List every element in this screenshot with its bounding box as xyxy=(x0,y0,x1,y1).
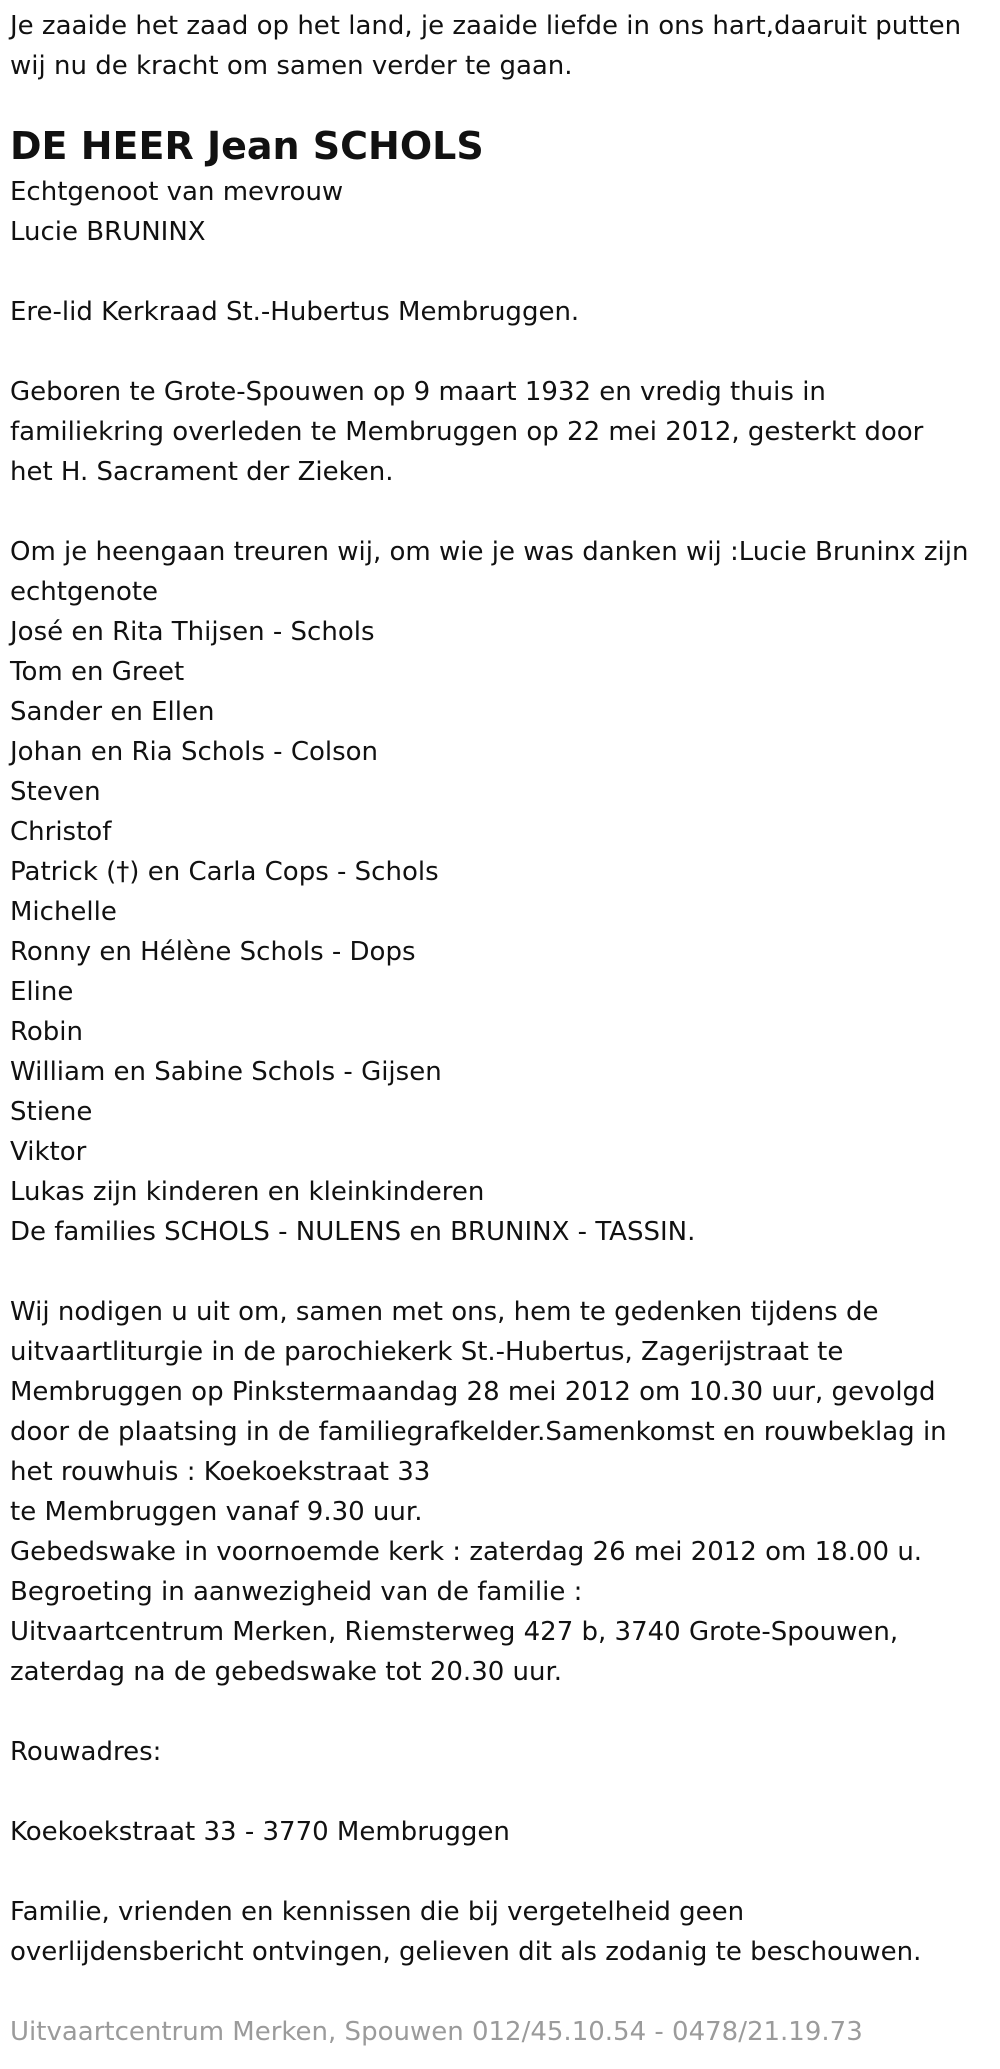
text-line: Geboren te Grote-Spouwen op 9 maart 1932 en vredig thuis in xyxy=(10,377,826,407)
text-line: wij nu de kracht om samen verder te gaan. xyxy=(10,51,573,81)
text-line: Begroeting in aanwezigheid van de familie : xyxy=(10,1577,583,1607)
mourners-list xyxy=(10,532,995,1252)
text-line: Stiene xyxy=(10,1097,93,1127)
text-line: Echtgenoot van mevrouw xyxy=(10,177,344,207)
text-line: Tom en Greet xyxy=(10,657,185,687)
text-line: Wij nodigen u uit om, samen met ons, hem te gedenken tijdens de xyxy=(10,1297,879,1327)
text-line: overlijdensbericht ontvingen, gelieven dit als zodanig te beschouwen. xyxy=(10,1937,922,1967)
text-line: Robin xyxy=(10,1017,84,1047)
text-line: Lucie BRUNINX xyxy=(10,217,206,247)
text-line: Steven xyxy=(10,777,101,807)
text-line: Je zaaide het zaad op het land, je zaaide liefde in ons hart,daaruit putten xyxy=(10,11,962,41)
text-line: familiekring overleden te Membruggen op 22 mei 2012, gesterkt door xyxy=(10,417,924,447)
text-line: Eline xyxy=(10,977,74,1007)
text-line: Rouwadres: xyxy=(10,1737,162,1767)
text-line: Sander en Ellen xyxy=(10,697,215,727)
text-line: Ronny en Hélène Schols - Dops xyxy=(10,937,416,967)
text-line: Johan en Ria Schols - Colson xyxy=(10,737,379,767)
text-line: Uitvaartcentrum Merken, Riemsterweg 427 b, 3740 Grote-Spouwen, xyxy=(10,1617,899,1647)
text-line: Christof xyxy=(10,817,112,847)
text-line: Lukas zijn kinderen en kleinkinderen xyxy=(10,1177,485,1207)
funeral-home-footer: Uitvaartcentrum Merken, Spouwen 012/45.10.54 - 0478/21.19.73 xyxy=(10,2017,863,2047)
text-line: Gebedswake in voornoemde kerk : zaterdag 26 mei 2012 om 18.00 u. xyxy=(10,1537,923,1567)
text-line: zaterdag na de gebedswake tot 20.30 uur. xyxy=(10,1657,563,1687)
birth-death-details xyxy=(10,372,995,492)
text-line: Viktor xyxy=(10,1137,87,1167)
text-line: Koekoekstraat 33 - 3770 Membruggen xyxy=(10,1817,510,1847)
text-line: Om je heengaan treuren wij, om wie je was danken wij :Lucie Bruninx zijn xyxy=(10,537,969,567)
spouse-block xyxy=(10,172,995,252)
mourning-address-label xyxy=(10,1732,995,1772)
mourning-address xyxy=(10,1812,995,1852)
closing-note xyxy=(10,1892,995,1972)
text-line: het H. Sacrament der Zieken. xyxy=(10,457,394,487)
text-line: uitvaartliturgie in de parochiekerk St.-Hubertus, Zagerijstraat te xyxy=(10,1337,844,1367)
text-line: Familie, vrienden en kennissen die bij vergetelheid geen xyxy=(10,1897,745,1927)
deceased-name: DE HEER Jean SCHOLS xyxy=(10,124,484,168)
text-line: echtgenote xyxy=(10,577,159,607)
text-line: Patrick (†) en Carla Cops - Schols xyxy=(10,857,439,887)
funeral-details xyxy=(10,1292,995,1692)
text-line: door de plaatsing in de familiegrafkelder.Samenkomst en rouwbeklag in xyxy=(10,1417,947,1447)
obituary-notice xyxy=(10,6,995,1972)
text-line: Michelle xyxy=(10,897,117,927)
text-line: Membruggen op Pinkstermaandag 28 mei 2012 om 10.30 uur, gevolgd xyxy=(10,1377,936,1407)
text-line: Ere-lid Kerkraad St.-Hubertus Membruggen. xyxy=(10,297,580,327)
text-line: het rouwhuis : Koekoekstraat 33 xyxy=(10,1457,431,1487)
honorary-membership xyxy=(10,292,995,332)
text-line: De families SCHOLS - NULENS en BRUNINX - TASSIN. xyxy=(10,1217,696,1247)
text-line: José en Rita Thijsen - Schols xyxy=(10,617,375,647)
intro-verse xyxy=(10,6,995,86)
text-line: William en Sabine Schols - Gijsen xyxy=(10,1057,442,1087)
text-line: te Membruggen vanaf 9.30 uur. xyxy=(10,1497,423,1527)
